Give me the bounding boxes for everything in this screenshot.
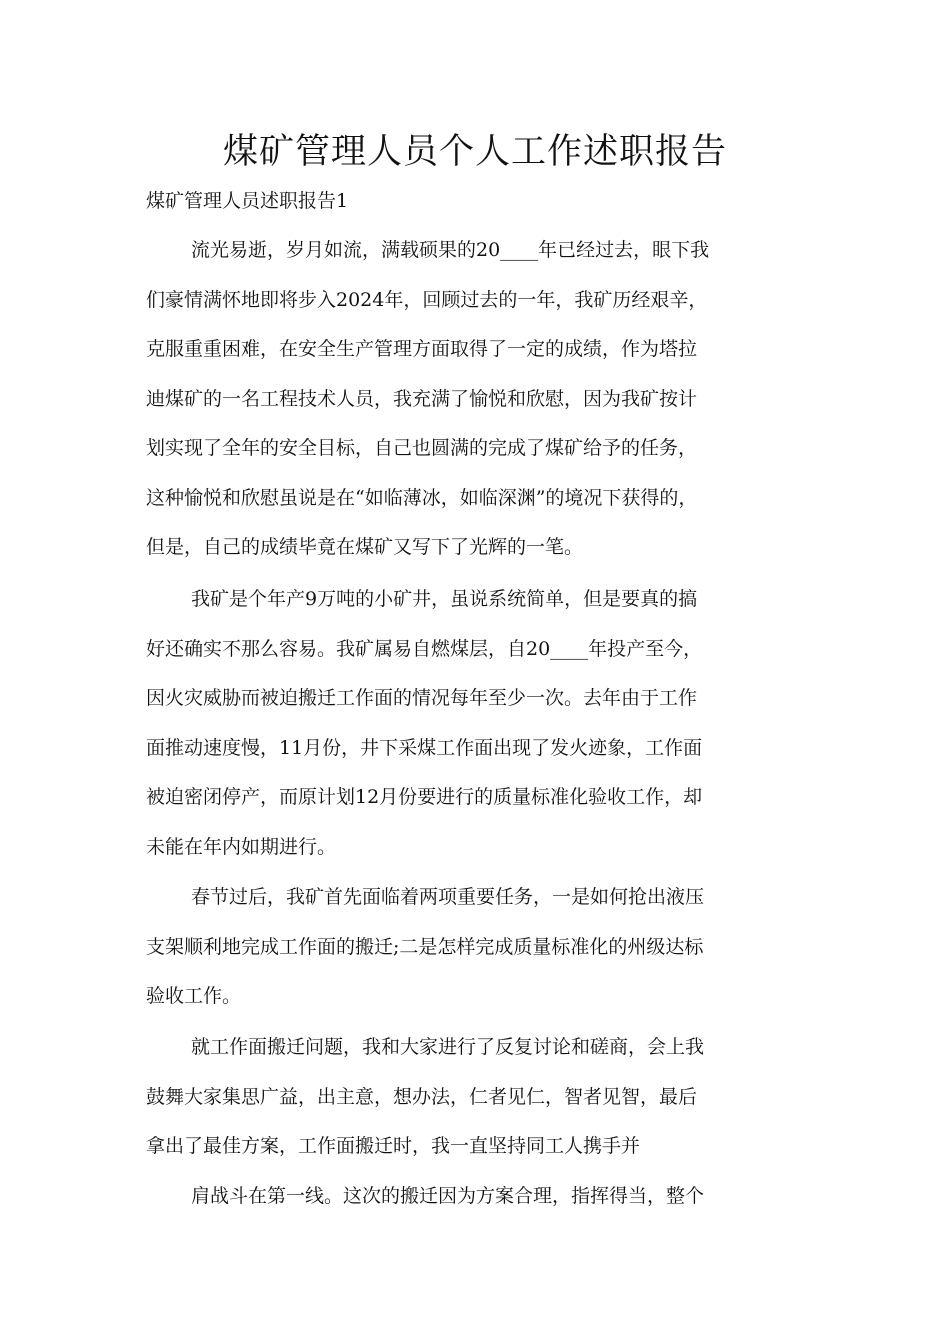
paragraph-line: 划实现了全年的安全目标，自己也圆满的完成了煤矿给予的任务， <box>146 437 698 459</box>
paragraph-line: 流光易逝，岁月如流，满载硕果的20____年已经过去，眼下我 <box>191 239 710 261</box>
document-subtitle: 煤矿管理人员述职报告1 <box>146 190 349 212</box>
paragraph-line: 验收工作。 <box>146 985 242 1007</box>
paragraph-line: 但是，自己的成绩毕竟在煤矿又写下了光辉的一笔。 <box>146 536 584 558</box>
paragraph-line: 因火灾威胁而被迫搬迁工作面的情况每年至少一次。去年由于工作 <box>146 687 698 709</box>
paragraph-line: 面推动速度慢，11月份，井下采煤工作面出现了发火迹象，工作面 <box>146 736 703 759</box>
paragraph-3 <box>146 873 826 1022</box>
paragraph-line: 被迫密闭停产，而原计划12月份要进行的质量标准化验收工作，却 <box>146 786 703 808</box>
paragraph-line: 未能在年内如期进行。 <box>146 835 337 858</box>
paragraph-line: 鼓舞大家集思广益，出主意，想办法，仁者见仁，智者见智，最后 <box>146 1085 698 1108</box>
paragraph-5 <box>146 1172 826 1222</box>
paragraph-line: 肩战斗在第一线。这次的搬迁因为方案合理，指挥得当，整个 <box>191 1185 705 1207</box>
paragraph-1 <box>146 226 826 573</box>
paragraph-line: 支架顺利地完成工作面的搬迁;二是怎样完成质量标准化的州级达标 <box>146 935 704 958</box>
paragraph-2 <box>146 575 826 872</box>
paragraph-line: 迪煤矿的一名工程技术人员，我充满了愉悦和欣慰，因为我矿按计 <box>146 387 698 410</box>
paragraph-line: 就工作面搬迁问题，我和大家进行了反复讨论和磋商，会上我 <box>191 1036 705 1058</box>
paragraph-line: 春节过后，我矿首先面临着两项重要任务，一是如何抢出液压 <box>191 886 705 908</box>
paragraph-4 <box>146 1023 826 1172</box>
paragraph-line: 克服重重困难，在安全生产管理方面取得了一定的成绩，作为塔拉 <box>146 338 698 360</box>
paragraph-line: 这种愉悦和欣慰虽说是在“如临薄冰，如临深渊”的境况下获得的， <box>146 486 698 509</box>
document-title: 煤矿管理人员个人工作述职报告 <box>222 132 727 172</box>
paragraph-line: 我矿是个年产9万吨的小矿井，虽说系统简单，但是要真的搞 <box>191 588 698 610</box>
paragraph-line: 们豪情满怀地即将步入2024年，回顾过去的一年，我矿历经艰辛， <box>146 288 708 311</box>
paragraph-line: 好还确实不那么容易。我矿属易自燃煤层，自20____年投产至今， <box>146 637 703 660</box>
paragraph-line: 拿出了最佳方案，工作面搬迁时，我一直坚持同工人携手并 <box>146 1135 641 1157</box>
